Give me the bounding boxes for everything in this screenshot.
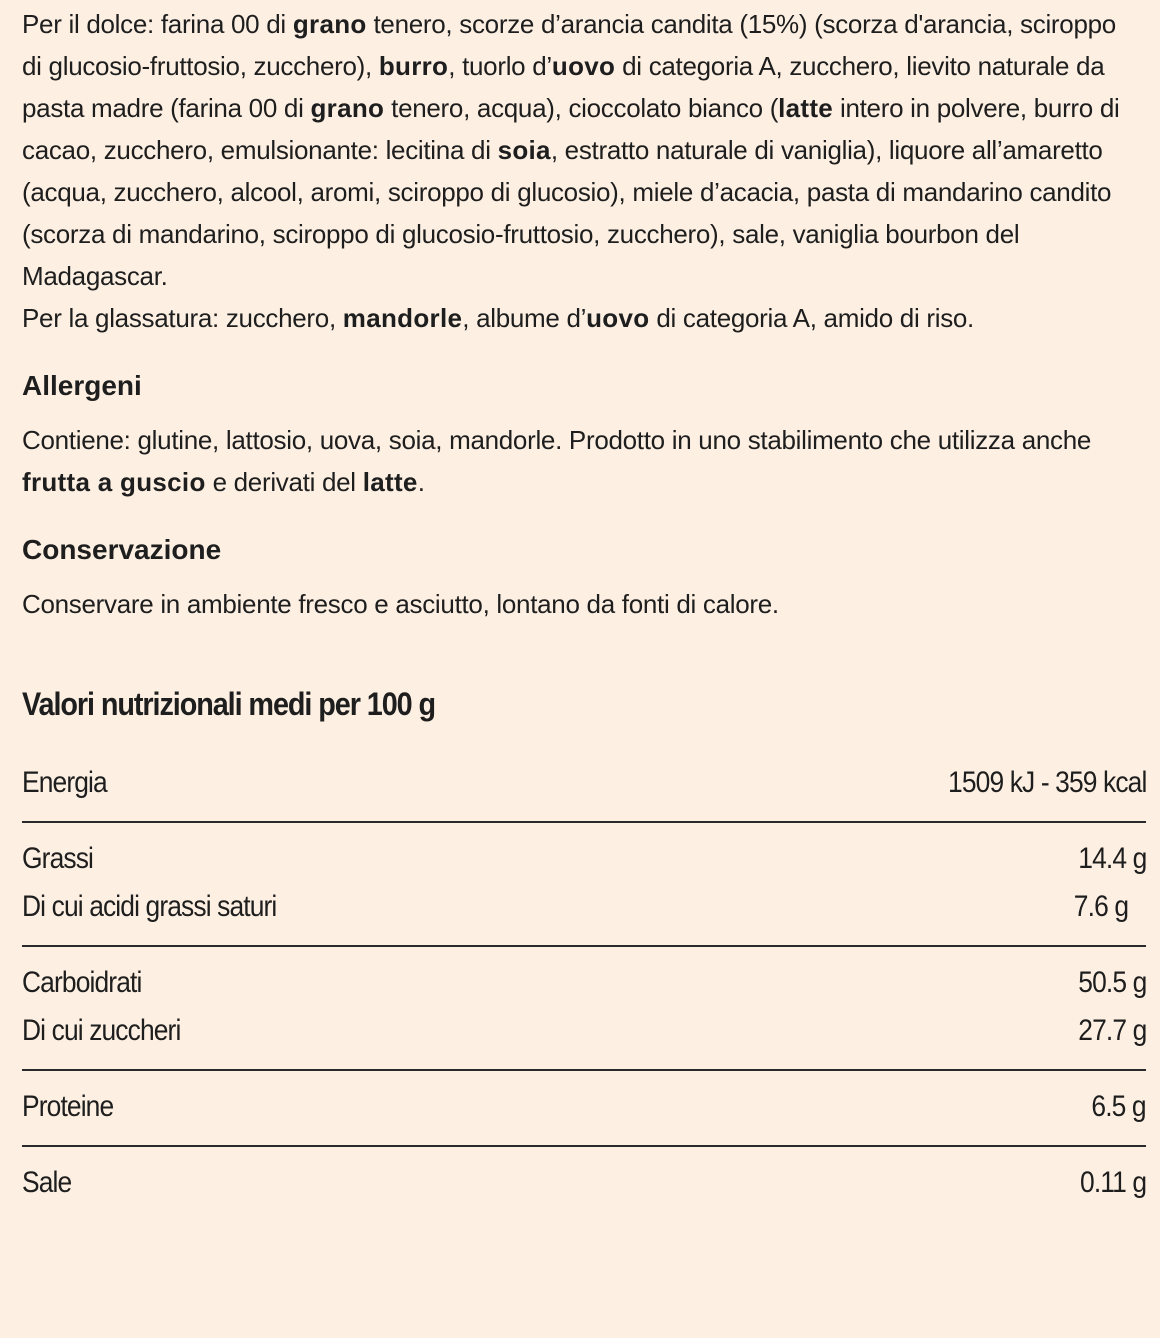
nutrition-row	[22, 1083, 1146, 1131]
nutrient-value: 7.6 g	[1074, 890, 1129, 923]
allergen-highlight: soia	[497, 135, 551, 165]
allergens-heading: Allergeni	[22, 370, 142, 401]
nutrient-label: Sale	[22, 1166, 72, 1199]
text-segment: tenero, scorze d’arancia candita (15%) (scorza d'arancia, sciroppo di glucosio-fruttosio, zucchero),	[22, 9, 1116, 81]
text-segment: intero in polvere, burro di cacao, zucchero, emulsionante: lecitina di	[22, 93, 1120, 165]
text-segment: di categoria A, amido di riso.	[649, 303, 974, 333]
text-segment: e derivati del	[205, 467, 363, 497]
nutrition-row	[22, 959, 1146, 1007]
nutrition-table	[22, 747, 1146, 1221]
allergen-highlight: grano	[310, 93, 385, 123]
nutrient-label: Grassi	[22, 842, 94, 875]
nutrient-value: 6.5 g	[1091, 1090, 1146, 1123]
allergen-highlight: latte	[362, 467, 418, 497]
text-segment: Per il dolce: farina 00 di	[22, 9, 293, 39]
nutrition-group	[22, 823, 1146, 947]
nutrition-group	[22, 747, 1146, 823]
text-segment: tenero, acqua), cioccolato bianco (	[384, 93, 779, 123]
nutrient-label: Di cui zuccheri	[22, 1014, 181, 1047]
allergen-highlight: latte	[778, 93, 834, 123]
nutrition-row	[22, 1007, 1146, 1055]
storage-text: Conservare in ambiente fresco e asciutto, lontano da fonti di calore.	[22, 589, 779, 619]
text-segment: .	[417, 467, 425, 497]
ingredients-glassatura	[22, 297, 1138, 339]
nutrition-row	[22, 759, 1146, 807]
nutrition-group	[22, 947, 1146, 1071]
text-segment: Contiene: glutine, lattosio, uova, soia, mandorle. Prodotto in uno stabilimento che utilizza anche	[22, 425, 1092, 455]
nutrition-row	[22, 835, 1146, 883]
allergen-highlight: grano	[292, 9, 367, 39]
nutrient-label: Proteine	[22, 1090, 114, 1123]
nutrition-row	[22, 1159, 1146, 1207]
nutrient-label: Di cui acidi grassi saturi	[22, 890, 277, 923]
nutrient-value: 27.7 g	[1077, 1014, 1146, 1047]
allergen-highlight: mandorle	[342, 303, 463, 333]
text-segment: , albume d’	[462, 303, 587, 333]
nutrition-group	[22, 1071, 1146, 1147]
nutrient-label: Carboidrati	[22, 966, 142, 999]
allergen-highlight: uovo	[586, 303, 650, 333]
text-segment: di categoria A, zucchero, lievito naturale da pasta madre (farina 00 di	[22, 51, 1105, 123]
allergen-highlight: burro	[378, 51, 449, 81]
nutrient-value: 50.5 g	[1077, 966, 1146, 999]
text-segment: , tuorlo d’	[448, 51, 552, 81]
nutrient-value: 14.4 g	[1077, 842, 1146, 875]
text-segment: Per la glassatura: zucchero,	[22, 303, 343, 333]
ingredients-dolce	[22, 3, 1138, 297]
storage-heading: Conservazione	[22, 534, 222, 565]
nutrition-row	[22, 883, 1146, 931]
nutrient-label: Energia	[22, 766, 107, 799]
text-segment: , estratto naturale di vaniglia), liquore all’amaretto (acqua, zucchero, alcool, aromi, sciroppo di glucosio), miele d’acacia, pasta di mandarino candito (scorza di mandarino, sciroppo di glucosio-fruttosio, zucchero), sale, vaniglia bourbon del Madagascar.	[22, 135, 1112, 291]
nutrient-value: 1509 kJ - 359 kcal	[947, 766, 1146, 799]
allergen-highlight: frutta a guscio	[22, 467, 206, 497]
nutrition-title: Valori nutrizionali medi per 100 g	[22, 686, 436, 722]
nutrient-value: 0.11 g	[1079, 1166, 1146, 1199]
allergens-text	[22, 419, 1138, 503]
allergen-highlight: uovo	[551, 51, 616, 81]
nutrition-group	[22, 1147, 1146, 1221]
